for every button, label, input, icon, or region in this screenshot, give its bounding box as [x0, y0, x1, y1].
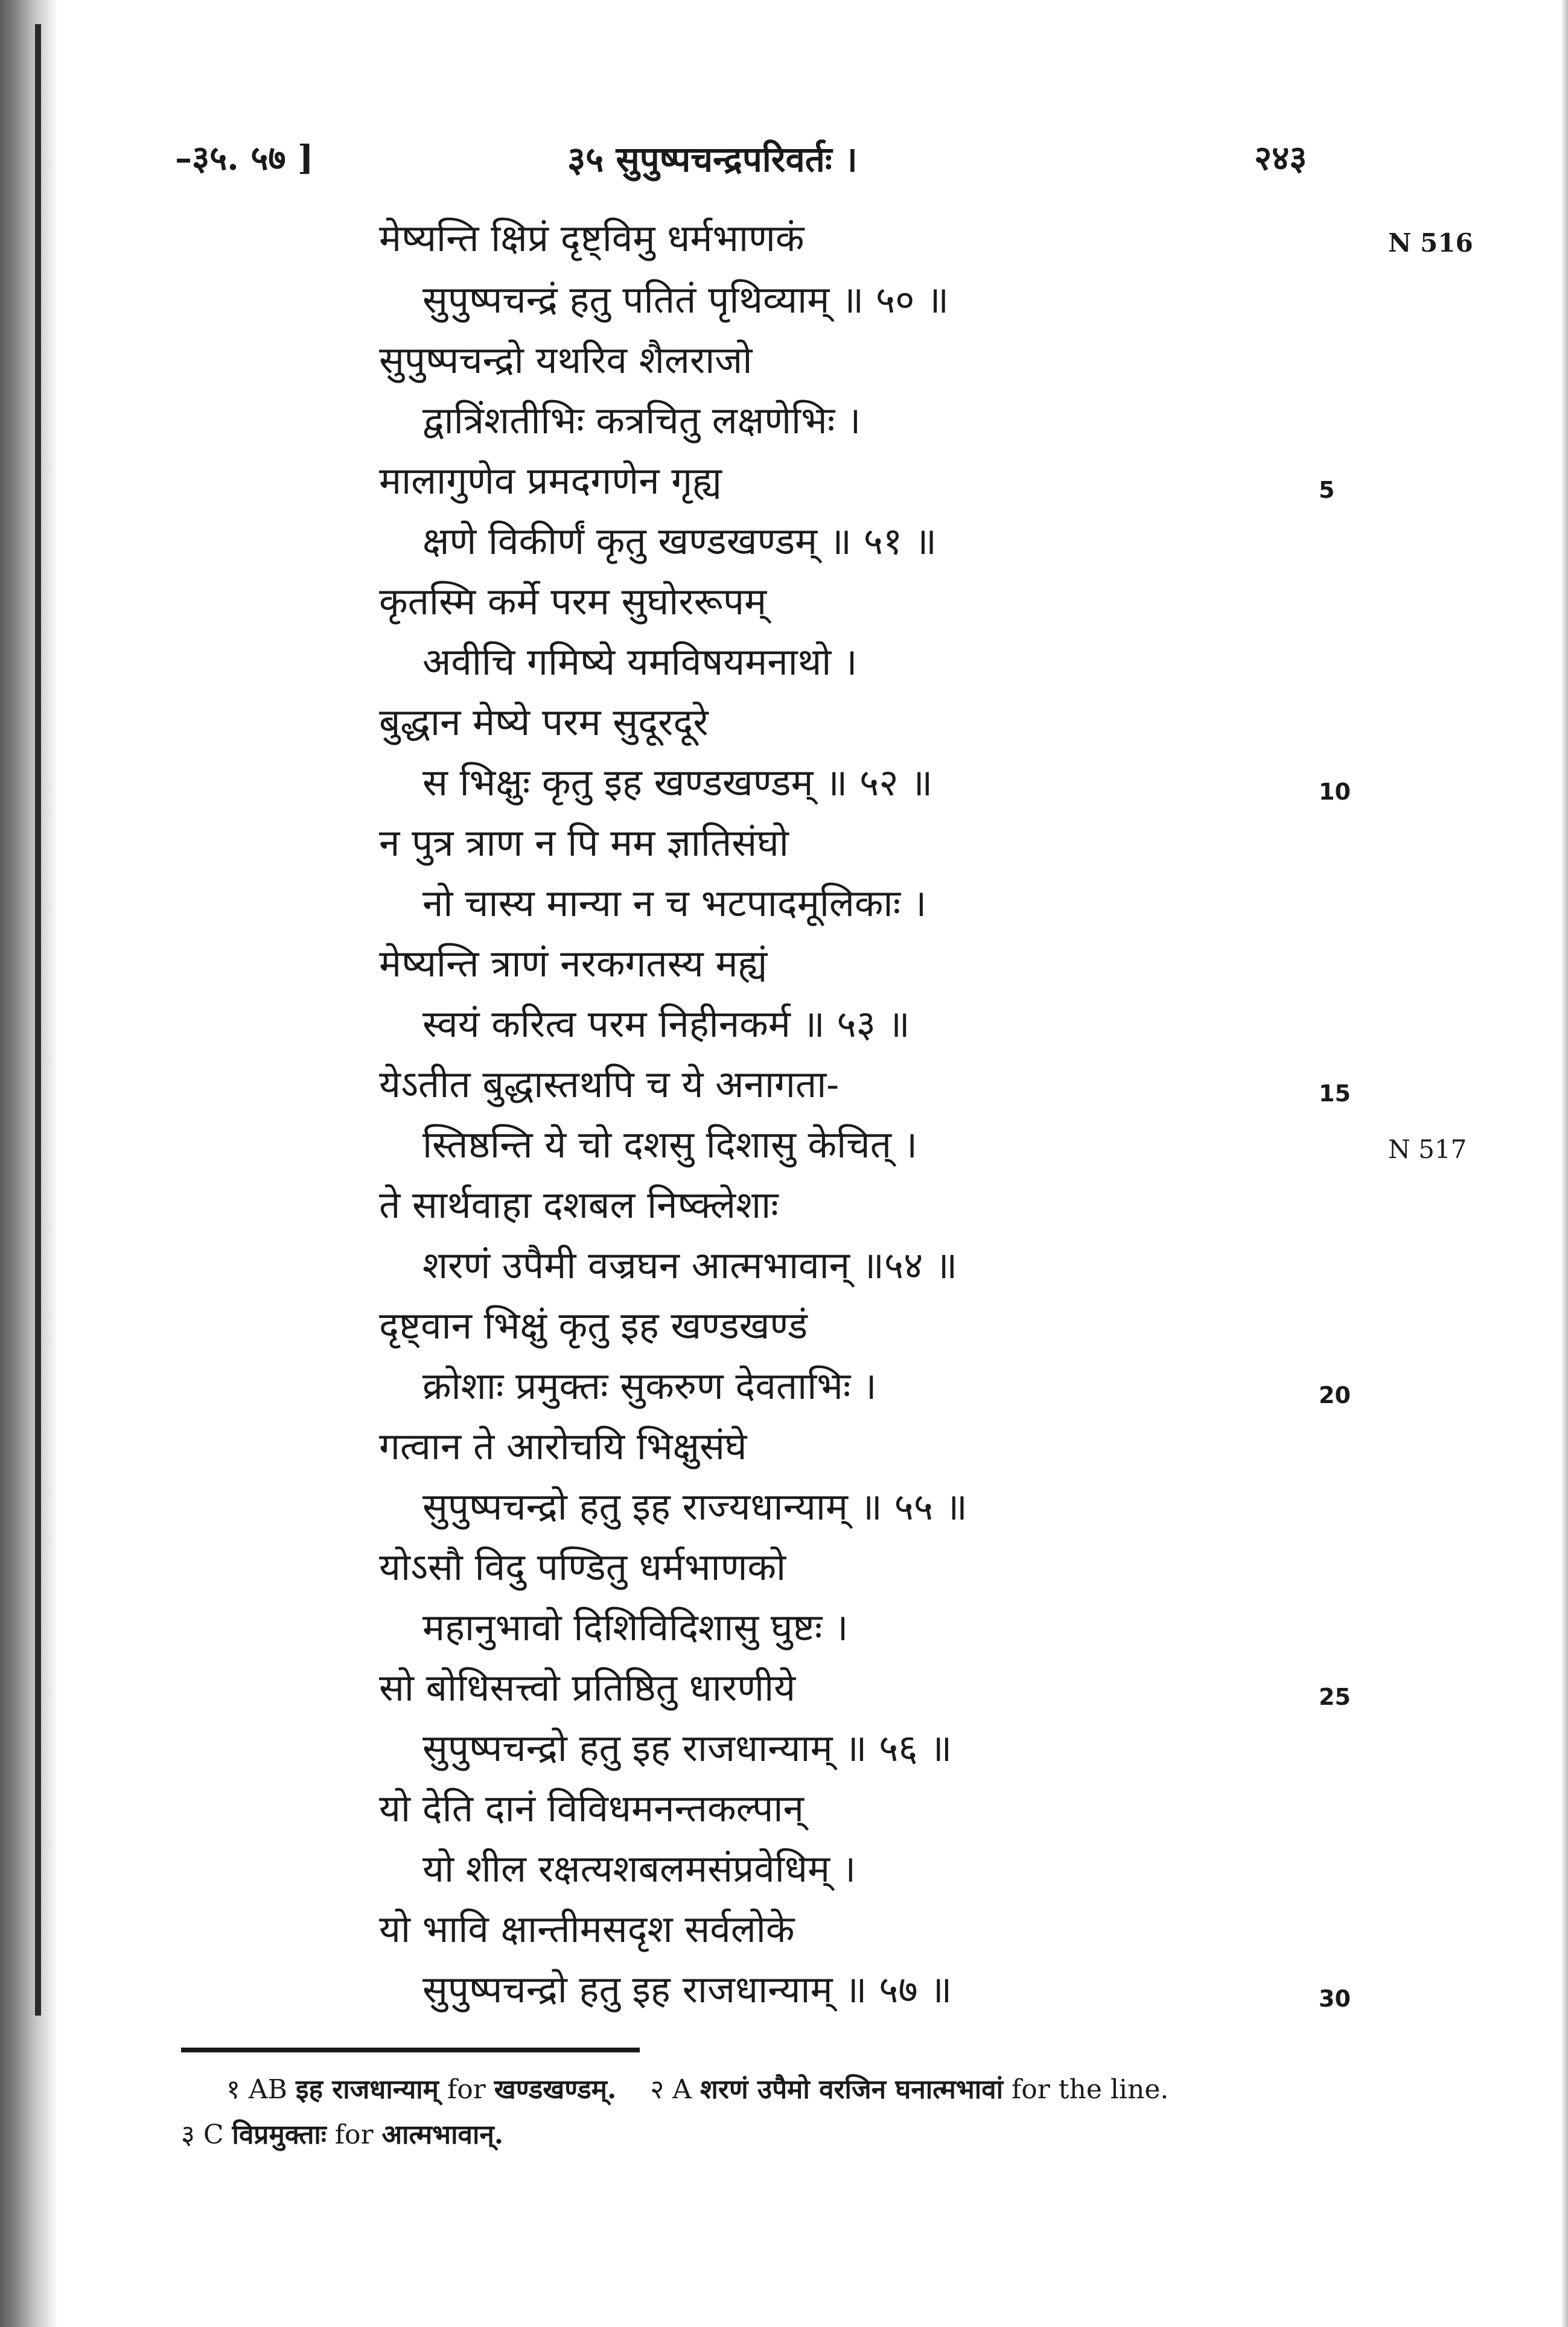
verse-line: यो देति दानं विविधमनन्तकल्पान् [379, 1786, 804, 1830]
scan-binding-shadow [35, 24, 41, 2016]
footnote-variant: शरणं उपैमो वरजिन घनात्मभावां [700, 2074, 1004, 2105]
footnote-variant: खण्डखण्डम्. [494, 2074, 617, 2105]
verse-line: मालागुणेव प्रमदगणेन गृह्य [379, 459, 722, 503]
footnote-variant: आत्मभावान्. [381, 2119, 504, 2150]
verse-line: ते सार्थवाहा दशबल निष्क्लेशाः [379, 1183, 779, 1227]
page-number: २४३ [1254, 138, 1307, 178]
verse-line: सुपुष्पचन्द्रो हतु इह राजधान्याम् ॥ ५६ ॥ [422, 1726, 952, 1770]
verse-line: बुद्धान मेष्ये परम सुदूरदूरे [379, 700, 709, 744]
manuscript-ref: N 516 [1388, 228, 1473, 258]
footnote-variant: इह राजधान्याम् [295, 2074, 439, 2105]
line-number: 5 [1319, 477, 1335, 503]
verse-line: मेष्यन्ति क्षिप्रं दृष्ट्विमु धर्मभाणकं [379, 216, 805, 260]
verse-line: गत्वान ते आरोचयि भिक्षुसंघे [379, 1424, 747, 1468]
verse-line: योऽसौ विदु पण्डितु धर्मभाणको [379, 1545, 786, 1589]
verse-line: स्तिष्ठन्ति ये चो दशसु दिशासु केचित् । [422, 1122, 918, 1167]
verse-line: स भिक्षुः कृतु इह खण्डखण्डम् ॥ ५२ ॥ [422, 760, 933, 804]
running-header [0, 134, 1568, 188]
footnote-text: for [447, 2074, 486, 2105]
verse-line: दृष्ट्वान भिक्षुं कृतु इह खण्डखण्डं [379, 1304, 808, 1348]
header-verse-range: –३५. ५७ ] [175, 138, 314, 178]
verse-line: यो भावि क्षान्तीमसदृश सर्वलोके [379, 1907, 795, 1951]
footnote-text: for the line. [1012, 2074, 1169, 2105]
verse-line: अवीचि गमिष्ये यमविषयमनाथो । [422, 640, 858, 684]
verse-line: महानुभावो दिशिविदिशासु घुष्टः । [422, 1605, 849, 1649]
line-number: 20 [1319, 1382, 1351, 1409]
line-number: 25 [1319, 1684, 1351, 1710]
footnote-marker: ३ C [181, 2119, 224, 2150]
manuscript-ref: N 517 [1388, 1135, 1467, 1164]
verse-line: सुपुष्पचन्द्रो हतु इह राज्यधान्याम् ॥ ५५ ॥ [422, 1485, 967, 1529]
verse-line: शरणं उपैमी वज्रघन आत्मभावान् ॥५४ ॥ [422, 1243, 958, 1287]
verse-line: यो शील रक्षत्यशबलमसंप्रवेधिम् । [422, 1847, 856, 1891]
footnote-rule [181, 2048, 640, 2052]
verse-line: क्षणे विकीर्णं कृतु खण्डखण्डम् ॥ ५१ ॥ [422, 519, 937, 563]
line-number: 30 [1319, 1985, 1351, 2012]
footnote-variant: विप्रमुक्ताः [232, 2119, 327, 2150]
footnote-marker: १ AB [226, 2074, 287, 2105]
verse-line: सुपुष्पचन्द्रो हतु इह राजधान्याम् ॥ ५७ ॥ [422, 1967, 952, 2011]
footnote-marker: २ A [650, 2074, 692, 2105]
verse-line: न पुत्र त्राण न पि मम ज्ञातिसंघो [379, 821, 789, 865]
verse-line: कृतस्मि कर्मे परम सुघोररूपम् [379, 579, 767, 623]
line-number: 15 [1319, 1080, 1351, 1107]
verse-line: द्वात्रिंशतीभिः कत्रचितु लक्षणेभिः । [422, 398, 861, 442]
verse-line: येऽतीत बुद्धास्तथपि च ये अनागता- [379, 1062, 840, 1106]
header-chapter-title: ३५ सुपुष्पचन्द्रपरिवर्तः । [567, 139, 858, 180]
scan-left-edge [0, 0, 57, 2327]
verse-line: सुपुष्पचन्द्रो यथरिव शैलराजो [379, 338, 753, 382]
footnote-line-1 [226, 2070, 1168, 2106]
verse-line: सुपुष्पचन्द्रं हतु पतितं पृथिव्याम् ॥ ५० ॥ [422, 278, 949, 322]
verse-line: क्रोशाः प्रमुक्तः सुकरुण देवताभिः । [422, 1364, 877, 1408]
verse-line: सो बोधिसत्त्वो प्रतिष्ठितु धारणीये [379, 1666, 796, 1710]
verse-line: नो चास्य मान्या न च भटपादमूलिकाः । [422, 881, 927, 925]
footnote-line-2 [181, 2115, 503, 2151]
verse-line: स्वयं करित्व परम निहीनकर्म ॥ ५३ ॥ [422, 1002, 910, 1046]
footnote-text: for [334, 2119, 374, 2150]
line-number: 10 [1319, 778, 1351, 805]
scan-right-edge [1561, 0, 1568, 2327]
verse-line: मेष्यन्ति त्राणं नरकगतस्य मह्यं [379, 941, 768, 985]
